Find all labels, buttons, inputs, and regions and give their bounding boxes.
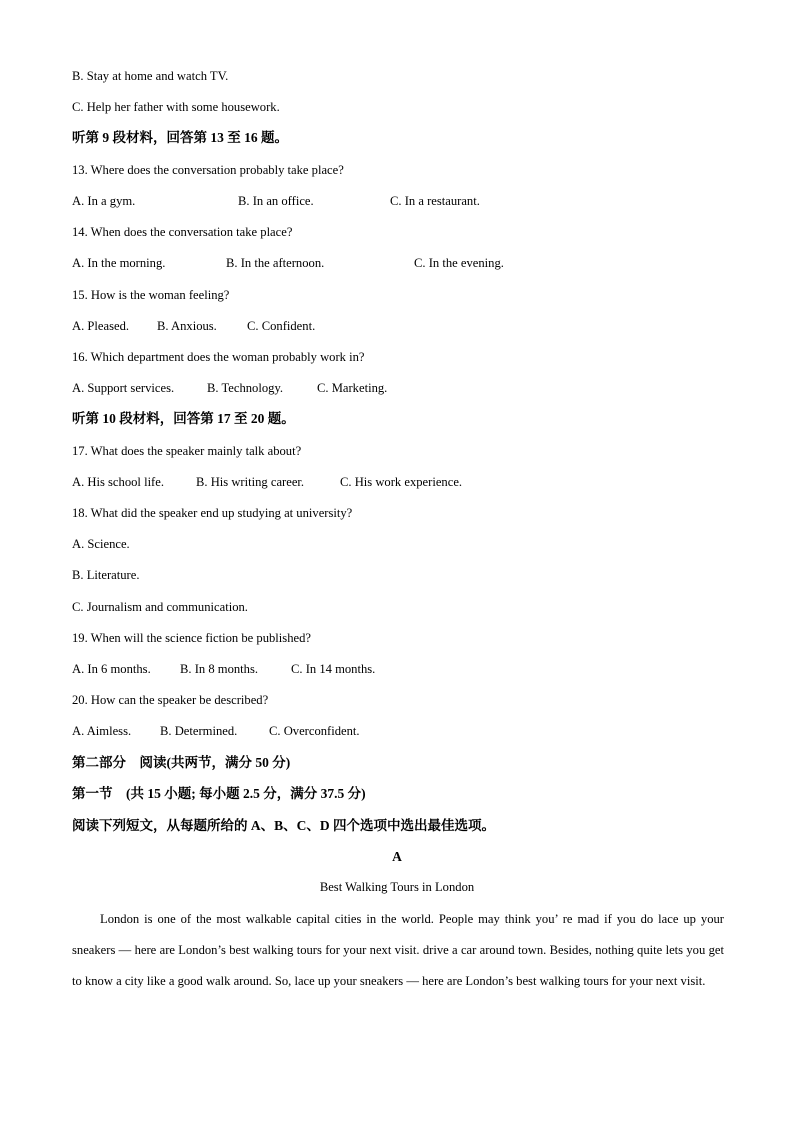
q14-option-a: A. In the morning. <box>72 256 166 270</box>
q16-question: 16. Which department does the woman probably work in? <box>72 350 365 364</box>
passage-title: Best Walking Tours in London <box>319 880 475 894</box>
q13-option-a: A. In a gym. <box>72 194 136 208</box>
section10-heading: 听第 10 段材料，回答第 17 至 20 题。 <box>72 411 295 426</box>
q18-option-b: B. Literature. <box>72 568 140 582</box>
q17-option-a: A. His school life. <box>72 475 164 489</box>
q20-option-b: B. Determined. <box>160 724 238 738</box>
passage-paragraph: London is one of the most walkable capital cities in the world. People may think you’ re mad if you do lace up your sneakers — here are London’s best walking tours for your next visit. drive a car around town. Besides, nothing quite lets you get to know a city like a good walk around. So, lace up your sneakers — here are London’s best walking tours for your next visit. <box>72 912 724 988</box>
q20-question: 20. How can the speaker be described? <box>72 693 269 707</box>
q15-option-b: B. Anxious. <box>157 319 217 333</box>
q14-option-b: B. In the afternoon. <box>226 256 325 270</box>
q19-option-c: C. In 14 months. <box>291 662 376 676</box>
q19-option-a: A. In 6 months. <box>72 662 151 676</box>
q20-option-c: C. Overconfident. <box>269 724 360 738</box>
q17-question: 17. What does the speaker mainly talk about? <box>72 444 302 458</box>
q18-question: 18. What did the speaker end up studying at university? <box>72 506 353 520</box>
section9-heading: 听第 9 段材料，回答第 13 至 16 题。 <box>72 130 288 145</box>
q17-option-c: C. His work experience. <box>340 475 463 489</box>
q12-option-c: C. Help her father with some housework. <box>72 100 280 114</box>
q15-option-a: A. Pleased. <box>72 319 130 333</box>
q14-option-c: C. In the evening. <box>414 256 504 270</box>
part2-heading: 第二部分 阅读(共两节，满分 50 分) <box>72 755 291 770</box>
q12-option-b: B. Stay at home and watch TV. <box>72 69 229 83</box>
q15-option-c: C. Confident. <box>247 319 316 333</box>
q16-option-b: B. Technology. <box>207 381 284 395</box>
reading-instructions: 阅读下列短文，从每题所给的 A、B、C、D 四个选项中选出最佳选项。 <box>72 818 496 833</box>
q16-option-c: C. Marketing. <box>317 381 388 395</box>
q16-option-a: A. Support services. <box>72 381 175 395</box>
q15-question: 15. How is the woman feeling? <box>72 288 230 302</box>
q13-question: 13. Where does the conversation probably take place? <box>72 163 344 177</box>
q13-option-c: C. In a restaurant. <box>390 194 480 208</box>
passage-letter: A <box>392 849 402 864</box>
q19-question: 19. When will the science fiction be published? <box>72 631 311 645</box>
q17-option-b: B. His writing career. <box>196 475 305 489</box>
q14-question: 14. When does the conversation take place? <box>72 225 293 239</box>
q18-option-c: C. Journalism and communication. <box>72 600 248 614</box>
q19-option-b: B. In 8 months. <box>180 662 259 676</box>
q20-option-a: A. Aimless. <box>72 724 132 738</box>
section1-heading: 第一节 (共 15 小题; 每小题 2.5 分，满分 37.5 分) <box>72 786 366 801</box>
q13-option-b: B. In an office. <box>238 194 314 208</box>
q18-option-a: A. Science. <box>72 537 130 551</box>
